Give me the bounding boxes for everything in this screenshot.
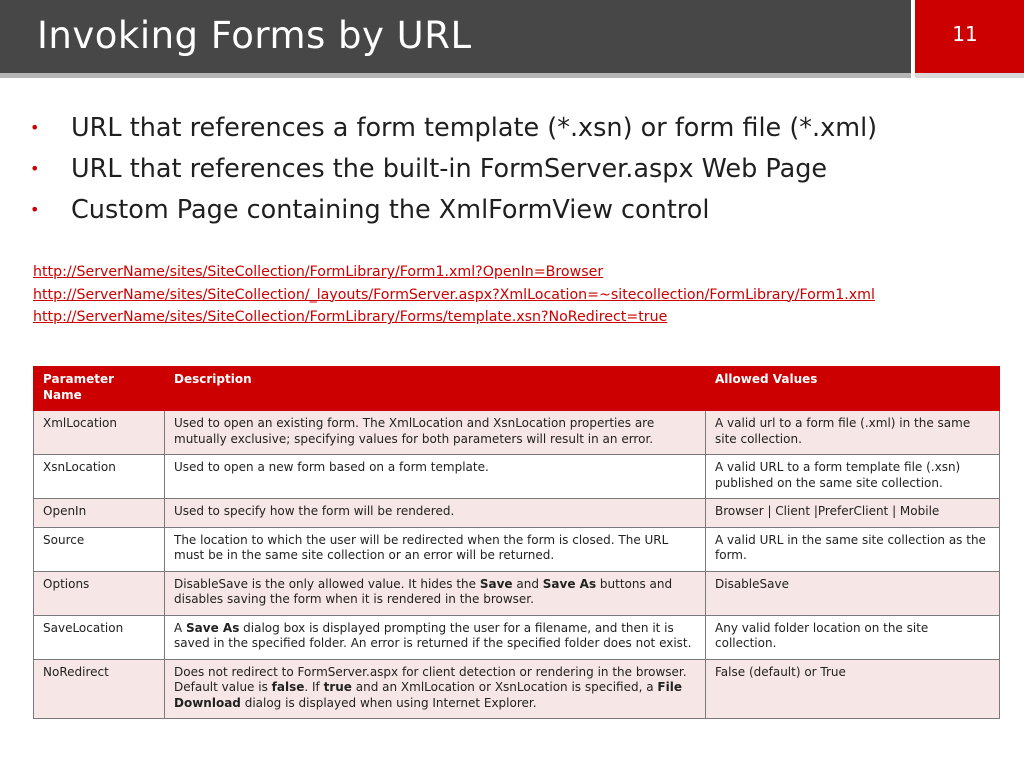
param-allowed-values: Browser | Client |PreferClient | Mobile <box>706 499 1000 528</box>
table-row <box>34 499 1000 528</box>
title-bar <box>0 0 911 78</box>
url-examples <box>33 261 875 329</box>
param-allowed-values: A valid url to a form file (.xml) in the same site collection. <box>706 411 1000 455</box>
param-name: Source <box>34 527 165 571</box>
param-description: Used to open an existing form. The XmlLocation and XsnLocation properties are mutually exclusive; specifying values for both parameters will result in an error. <box>165 411 706 455</box>
bullet-text: Custom Page containing the XmlFormView control <box>71 195 710 225</box>
table-row <box>34 411 1000 455</box>
url-link-template[interactable]: http://ServerName/sites/SiteCollection/FormLibrary/Forms/template.xsn?NoRedirect=true <box>33 309 668 325</box>
param-name: NoRedirect <box>34 659 165 719</box>
table-header-row <box>34 367 1000 411</box>
header-description: Description <box>165 367 706 411</box>
table-row <box>34 571 1000 615</box>
param-description: A Save As dialog box is displayed prompting the user for a filename, and then it is saved in the specified folder. An error is returned if the specified folder does not exist. <box>165 615 706 659</box>
url-link-openin[interactable]: http://ServerName/sites/SiteCollection/FormLibrary/Form1.xml?OpenIn=Browser <box>33 264 604 280</box>
bullet-dot-icon: • <box>30 200 40 219</box>
bullet-dot-icon: • <box>30 118 40 137</box>
param-description: Used to specify how the form will be rendered. <box>165 499 706 528</box>
param-name: SaveLocation <box>34 615 165 659</box>
bullet-item <box>30 108 877 149</box>
table-row <box>34 615 1000 659</box>
param-name: Options <box>34 571 165 615</box>
param-description: The location to which the user will be redirected when the form is closed. The URL must be in the same site collection or an error will be returned. <box>165 527 706 571</box>
param-name: OpenIn <box>34 499 165 528</box>
param-description: DisableSave is the only allowed value. It hides the Save and Save As buttons and disables saving the form when it is rendered in the browser. <box>165 571 706 615</box>
param-name: XsnLocation <box>34 455 165 499</box>
table-row <box>34 527 1000 571</box>
param-description: Used to open a new form based on a form template. <box>165 455 706 499</box>
bullet-item <box>30 190 877 231</box>
param-description: Does not redirect to FormServer.aspx for client detection or rendering in the browser. Default value is false. If true and an XmlLocation or XsnLocation is specified, a File Download dialog is displayed when using Internet Explorer. <box>165 659 706 719</box>
param-name: XmlLocation <box>34 411 165 455</box>
slide-title: Invoking Forms by URL <box>37 14 472 57</box>
header-allowed-values: Allowed Values <box>706 367 1000 411</box>
bullet-text: URL that references the built-in FormServer.aspx Web Page <box>71 154 828 184</box>
parameters-table <box>33 366 1000 719</box>
param-allowed-values: A valid URL to a form template file (.xsn) published on the same site collection. <box>706 455 1000 499</box>
page-number-box <box>915 0 1024 78</box>
bullet-list <box>30 108 877 231</box>
bullet-item <box>30 149 877 190</box>
bullet-text: URL that references a form template (*.xsn) or form file (*.xml) <box>71 113 878 143</box>
param-allowed-values: DisableSave <box>706 571 1000 615</box>
param-allowed-values: False (default) or True <box>706 659 1000 719</box>
param-allowed-values: A valid URL in the same site collection as the form. <box>706 527 1000 571</box>
url-link-formserver[interactable]: http://ServerName/sites/SiteCollection/_layouts/FormServer.aspx?XmlLocation=~sitecollection/FormLibrary/Form1.xml <box>33 286 875 303</box>
table-row <box>34 659 1000 719</box>
table-row <box>34 455 1000 499</box>
bullet-dot-icon: • <box>30 159 40 178</box>
page-number: 11 <box>952 22 978 46</box>
header-parameter-name: Parameter Name <box>34 367 165 411</box>
param-allowed-values: Any valid folder location on the site collection. <box>706 615 1000 659</box>
